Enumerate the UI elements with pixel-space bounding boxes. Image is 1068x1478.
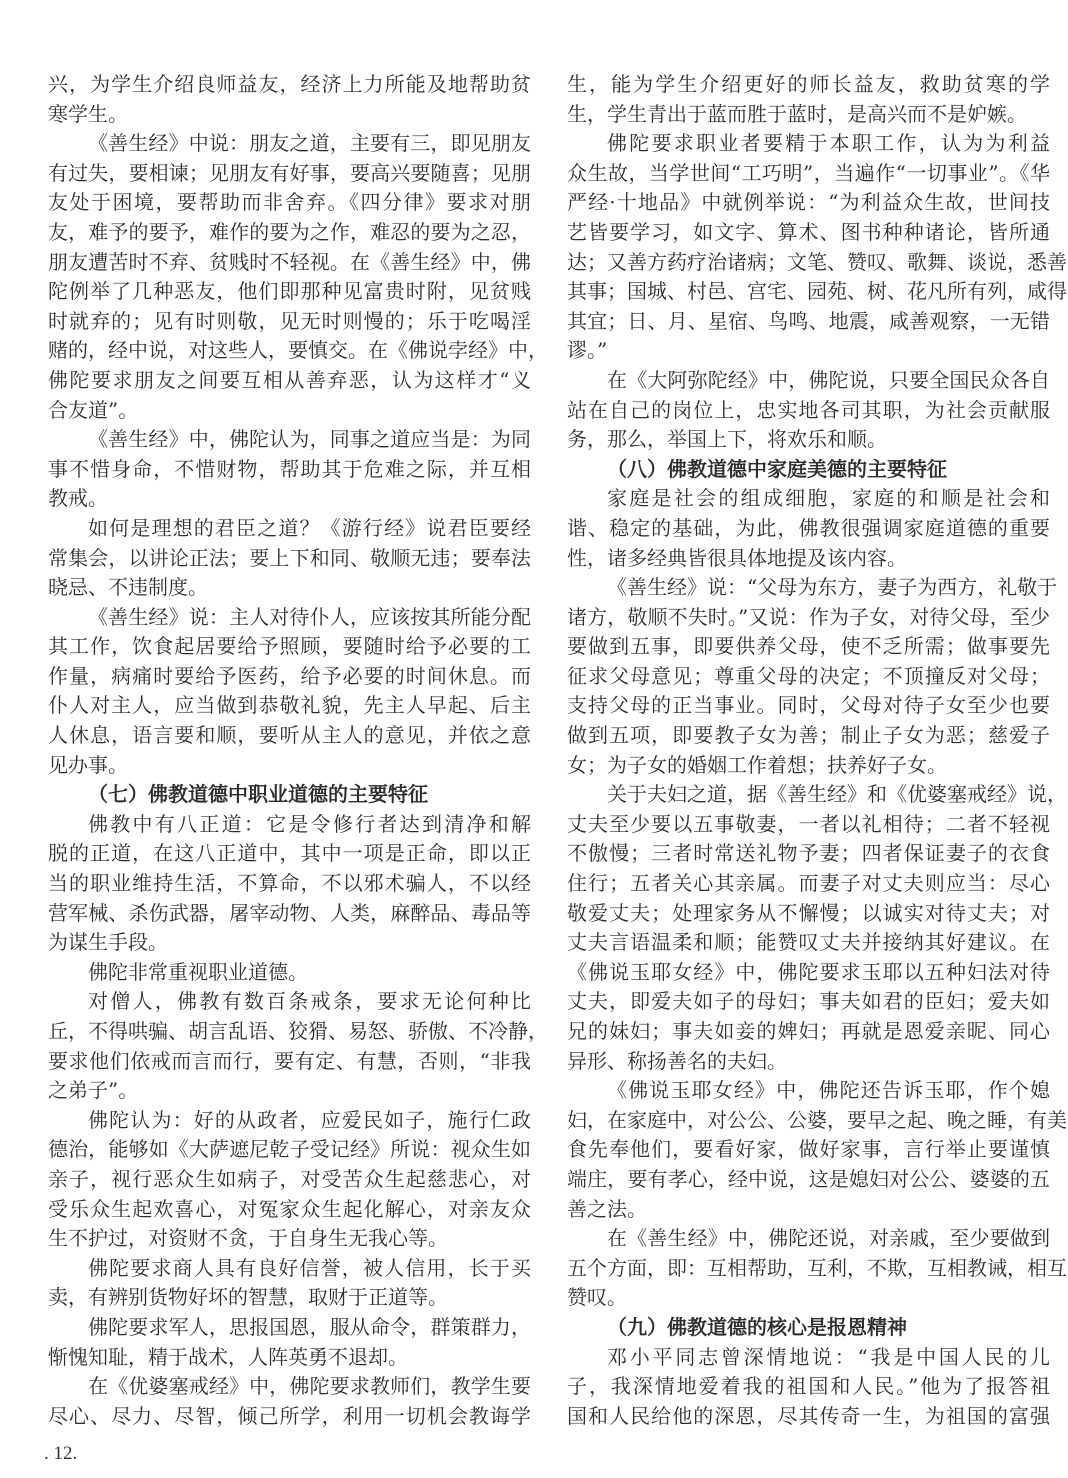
text-line: 有过失，要相谏；见朋友有好事，要高兴要随喜；见朋	[48, 160, 531, 185]
text-line: 众生故，当学世间“工巧明”，当遍作“一切事业”。《华	[567, 160, 1050, 185]
text-line: 常集会，以讲论正法；要上下和同、敬顺无违；要奉法	[48, 545, 531, 570]
text-line: 支持父母的正当事业。同时，父母对待子女至少也要	[567, 693, 1050, 718]
heading-text: （八）佛教道德中家庭美德的主要特征	[607, 456, 947, 481]
text-line: 朋友遭苦时不弃、贫贱时不轻视。在《善生经》中，佛	[48, 249, 531, 274]
paragraph	[48, 1106, 531, 1254]
text-line: 陀例举了几种恶友，他们即那种见富贵时附，见贫贱	[48, 279, 531, 304]
text-line: 亲子，视行恶众生如病子，对受苦众生起慈悲心，对	[48, 1166, 531, 1191]
paragraph	[48, 425, 531, 514]
text-line: 《善生经》中说：朋友之道，主要有三，即见朋友	[88, 131, 531, 156]
text-line: 征求父母意见；尊重父母的决定；不顶撞反对父母；	[567, 663, 1050, 688]
paragraph	[48, 1313, 531, 1372]
paragraph	[567, 1224, 1067, 1313]
text-line: 生不护过，对资财不贪，于自身生无我心等。	[48, 1226, 448, 1251]
paragraph	[567, 484, 1050, 573]
text-line: 谬。”	[567, 338, 608, 363]
text-line: 教戒。	[48, 486, 108, 511]
text-line: 兴，为学生介绍良师益友，经济上力所能及地帮助贫	[48, 72, 531, 96]
text-line: 严经·十地品》中就例举说：“为利益众生故，世间技	[567, 190, 1050, 215]
text-line: 国和人民给他的深恩，尽其传奇一生，为祖国的富强	[567, 1403, 1050, 1428]
text-line: 佛陀非常重视职业道德。	[88, 959, 308, 984]
section-heading	[48, 780, 531, 810]
text-line: 生，能为学生介绍更好的师长益友，救助贫寒的学	[567, 72, 1050, 96]
text-line: 尽心、尽力、尽智，倾己所学，利用一切机会教诲学	[48, 1403, 531, 1428]
paragraph	[48, 1372, 531, 1431]
text-line: 卖，有辨别货物好坏的智慧，取财于正道等。	[48, 1285, 448, 1310]
text-line: 女；为子女的婚姻工作着想；扶养好子女。	[567, 752, 947, 777]
section-heading	[567, 455, 1050, 485]
paragraph	[567, 573, 1058, 780]
text-line: 《善生经》说：主人对待仆人，应该按其所能分配	[88, 604, 531, 629]
text-line: 丈夫至少要以五事敬妻，一者以礼相待；二者不轻视	[567, 811, 1050, 836]
text-line: 赌的，经中说，对这些人，要慎交。在《佛说孛经》中，	[48, 338, 548, 363]
text-line: 丈夫，即爱夫如子的母妇；事夫如君的臣妇；爱夫如	[567, 989, 1050, 1014]
text-line: 佛教中有八正道：它是令修行者达到清净和解	[88, 811, 531, 836]
text-line: 《佛说玉耶女经》中，佛陀要求玉耶以五种妇法对待	[567, 959, 1050, 984]
text-line: 要求他们依戒而言而行，要有定、有慧，否则，“非我	[48, 1048, 531, 1073]
text-line: 务，那么，举国上下，将欢乐和顺。	[567, 427, 887, 452]
heading-text: （七）佛教道德中职业道德的主要特征	[88, 782, 428, 807]
page-number: . 12.	[44, 1443, 78, 1464]
text-line: 当的职业维持生活，不算命，不以邪术骗人，不以经	[48, 871, 531, 896]
paragraph	[48, 987, 548, 1105]
text-line: 丈夫言语温柔和顺；能赞叹丈夫并接纳其好建议。在	[567, 930, 1050, 955]
right-column	[567, 70, 1067, 1431]
text-line: 妇，在家庭中，对公公、公婆，要早之起、晚之睡，有美	[567, 1107, 1067, 1132]
text-line: 敬爱丈夫；处理家务从不懈慢；以诚实对待丈夫；对	[567, 900, 1050, 925]
paragraph	[48, 514, 531, 603]
text-line: 生，学生青出于蓝而胜于蓝时，是高兴而不是妒嫉。	[567, 101, 1027, 126]
text-line: 人休息，语言要和顺，要听从主人的意见，并依之意	[48, 723, 531, 748]
section-heading	[567, 1313, 1050, 1343]
text-line: 见办事。	[48, 752, 128, 777]
text-line: 邓小平同志曾深情地说：“我是中国人民的儿	[607, 1344, 1050, 1369]
text-line: 诸方，敬顺不失时。”又说：作为子女，对待父母，至少	[567, 604, 1050, 629]
paragraph	[567, 1343, 1050, 1432]
text-line: 受乐众生起欢喜心，对冤家众生起化解心，对亲友众	[48, 1196, 531, 1221]
text-line: 关于夫妇之道，据《善生经》和《优婆塞戒经》说，	[607, 782, 1067, 807]
left-column	[48, 70, 548, 1431]
text-line: 性，诸多经典皆很具体地提及该内容。	[567, 545, 907, 570]
text-line: 艺皆要学习，如文字、算术、图书种种诸论，皆所通	[567, 219, 1050, 244]
text-line: 脱的正道，在这八正道中，其中一项是正命，即以正	[48, 841, 531, 866]
text-line: 时就弃的；见有时则敬，见无时则慢的；乐于吃喝淫	[48, 308, 531, 333]
text-line: 晓忌、不违制度。	[48, 575, 208, 600]
text-line: 五个方面，即：互相帮助，互利，不欺，互相教诫，相互	[567, 1255, 1067, 1280]
text-line: 营军械、杀伤武器，屠宰动物、人类，麻醉品、毒品等	[48, 900, 531, 925]
text-line: 子，我深情地爱着我的祖国和人民。”他为了报答祖	[567, 1374, 1050, 1399]
text-line: 在《大阿弥陀经》中，佛陀说，只要全国民众各自	[607, 367, 1050, 392]
text-line: 要做到五事，即要供养父母，使不乏所需；做事要先	[567, 634, 1050, 659]
paragraph	[567, 70, 1050, 129]
text-line: 端庄，要有孝心，经中说，这是媳妇对公公、婆婆的五	[567, 1166, 1050, 1191]
paragraph	[567, 1076, 1067, 1224]
text-line: 寒学生。	[48, 101, 128, 126]
text-line: 赞叹。	[567, 1285, 627, 1310]
text-line: 谐、稳定的基础，为此，佛教很强调家庭道德的重要	[567, 515, 1050, 540]
paragraph	[48, 958, 531, 988]
text-line: 异形、称扬善名的夫妇。	[567, 1048, 787, 1073]
text-line: 兄的妹妇；事夫如妾的婢妇；再就是恩爱亲昵、同心	[567, 1019, 1050, 1043]
paragraph	[48, 810, 531, 958]
text-line: 佛陀要求商人具有良好信誉，被人信用，长于买	[88, 1255, 531, 1280]
heading-text: （九）佛教道德的核心是报恩精神	[607, 1314, 907, 1339]
text-line: 合友道”。	[48, 397, 139, 422]
text-line: 其事；国城、村邑、宫宅、园苑、树、花凡所有列，咸得	[567, 279, 1067, 304]
text-line: 在《善生经》中，佛陀还说，对亲戚，至少要做到	[607, 1226, 1050, 1251]
text-line: 为谋生手段。	[48, 930, 168, 955]
paragraph	[48, 1254, 531, 1313]
text-line: 住行；五者关心其亲属。而妻子对丈夫则应当：尽心	[567, 871, 1050, 896]
text-line: 做到五项，即要教子女为善；制止子女为恶；慈爱子	[567, 723, 1050, 748]
text-line: 丘，不得哄骗、胡言乱语、狡猾、易怒、骄傲、不冷静，	[48, 1019, 548, 1043]
text-line: 如何是理想的君臣之道？《游行经》说君臣要经	[88, 515, 531, 540]
text-line: 《善生经》说：“父母为东方，妻子为西方，礼敬于	[607, 575, 1058, 600]
paragraph	[48, 129, 548, 425]
text-line: 达；又善方药疗治诸病；文笔、赞叹、歌舞、谈说，悉善	[567, 249, 1067, 274]
text-line: 《善生经》中，佛陀认为，同事之道应当是：为同	[88, 427, 531, 452]
text-line: 佛陀认为：好的从政者，应爱民如子，施行仁政	[88, 1107, 531, 1132]
text-line: 其宜；日、月、星宿、鸟鸣、地震，咸善观察，一无错	[567, 308, 1050, 333]
paragraph	[567, 366, 1050, 455]
paragraph	[48, 603, 531, 781]
text-line: 友，难予的要予，难作的要为之作，难忍的要为之忍，	[48, 219, 531, 244]
paragraph	[567, 129, 1067, 366]
text-line: 善之法。	[567, 1196, 647, 1221]
text-line: 作量，病痛时要给予医药，给予必要的时间休息。而	[48, 663, 531, 688]
paragraph	[567, 780, 1067, 1076]
text-line: 惭愧知耻，精于战术，人阵英勇不退却。	[48, 1344, 408, 1369]
text-line: 德治，能够如《大萨遮尼乾子受记经》所说：视众生如	[48, 1137, 531, 1162]
text-line: 佛陀要求朋友之间要互相从善弃恶，认为这样才“义	[48, 367, 531, 392]
text-line: 对僧人，佛教有数百条戒条，要求无论何种比	[88, 989, 531, 1014]
text-line: 在《优婆塞戒经》中，佛陀要求教师们，教学生要	[88, 1374, 531, 1399]
text-line: 站在自己的岗位上，忠实地各司其职，为社会贡献服	[567, 397, 1050, 422]
text-line: 仆人对主人，应当做到恭敬礼貌，先主人早起、后主	[48, 693, 531, 718]
text-line: 友处于困境，要帮助而非舍弃。《四分律》要求对朋	[48, 190, 531, 215]
text-line: 佛陀要求职业者要精于本职工作，认为为利益	[607, 131, 1050, 156]
paragraph	[48, 70, 531, 129]
text-line: 之弟子”。	[48, 1078, 139, 1103]
text-line: 食先奉他们，要看好家，做好家事，言行举止要谨慎	[567, 1137, 1050, 1162]
text-line: 不傲慢；三者时常送礼物予妻；四者保证妻子的衣食	[567, 841, 1050, 866]
text-line: 其工作，饮食起居要给予照顾，要随时给予必要的工	[48, 634, 531, 659]
text-line: 家庭是社会的组成细胞，家庭的和顺是社会和	[607, 486, 1050, 511]
text-line: 事不惜身命，不惜财物，帮助其于危难之际，并互相	[48, 456, 531, 481]
text-line: 佛陀要求军人，思报国恩，服从命令，群策群力，	[88, 1314, 531, 1339]
text-line: 《佛说玉耶女经》中，佛陀还告诉玉耶，作个媳	[607, 1078, 1050, 1103]
